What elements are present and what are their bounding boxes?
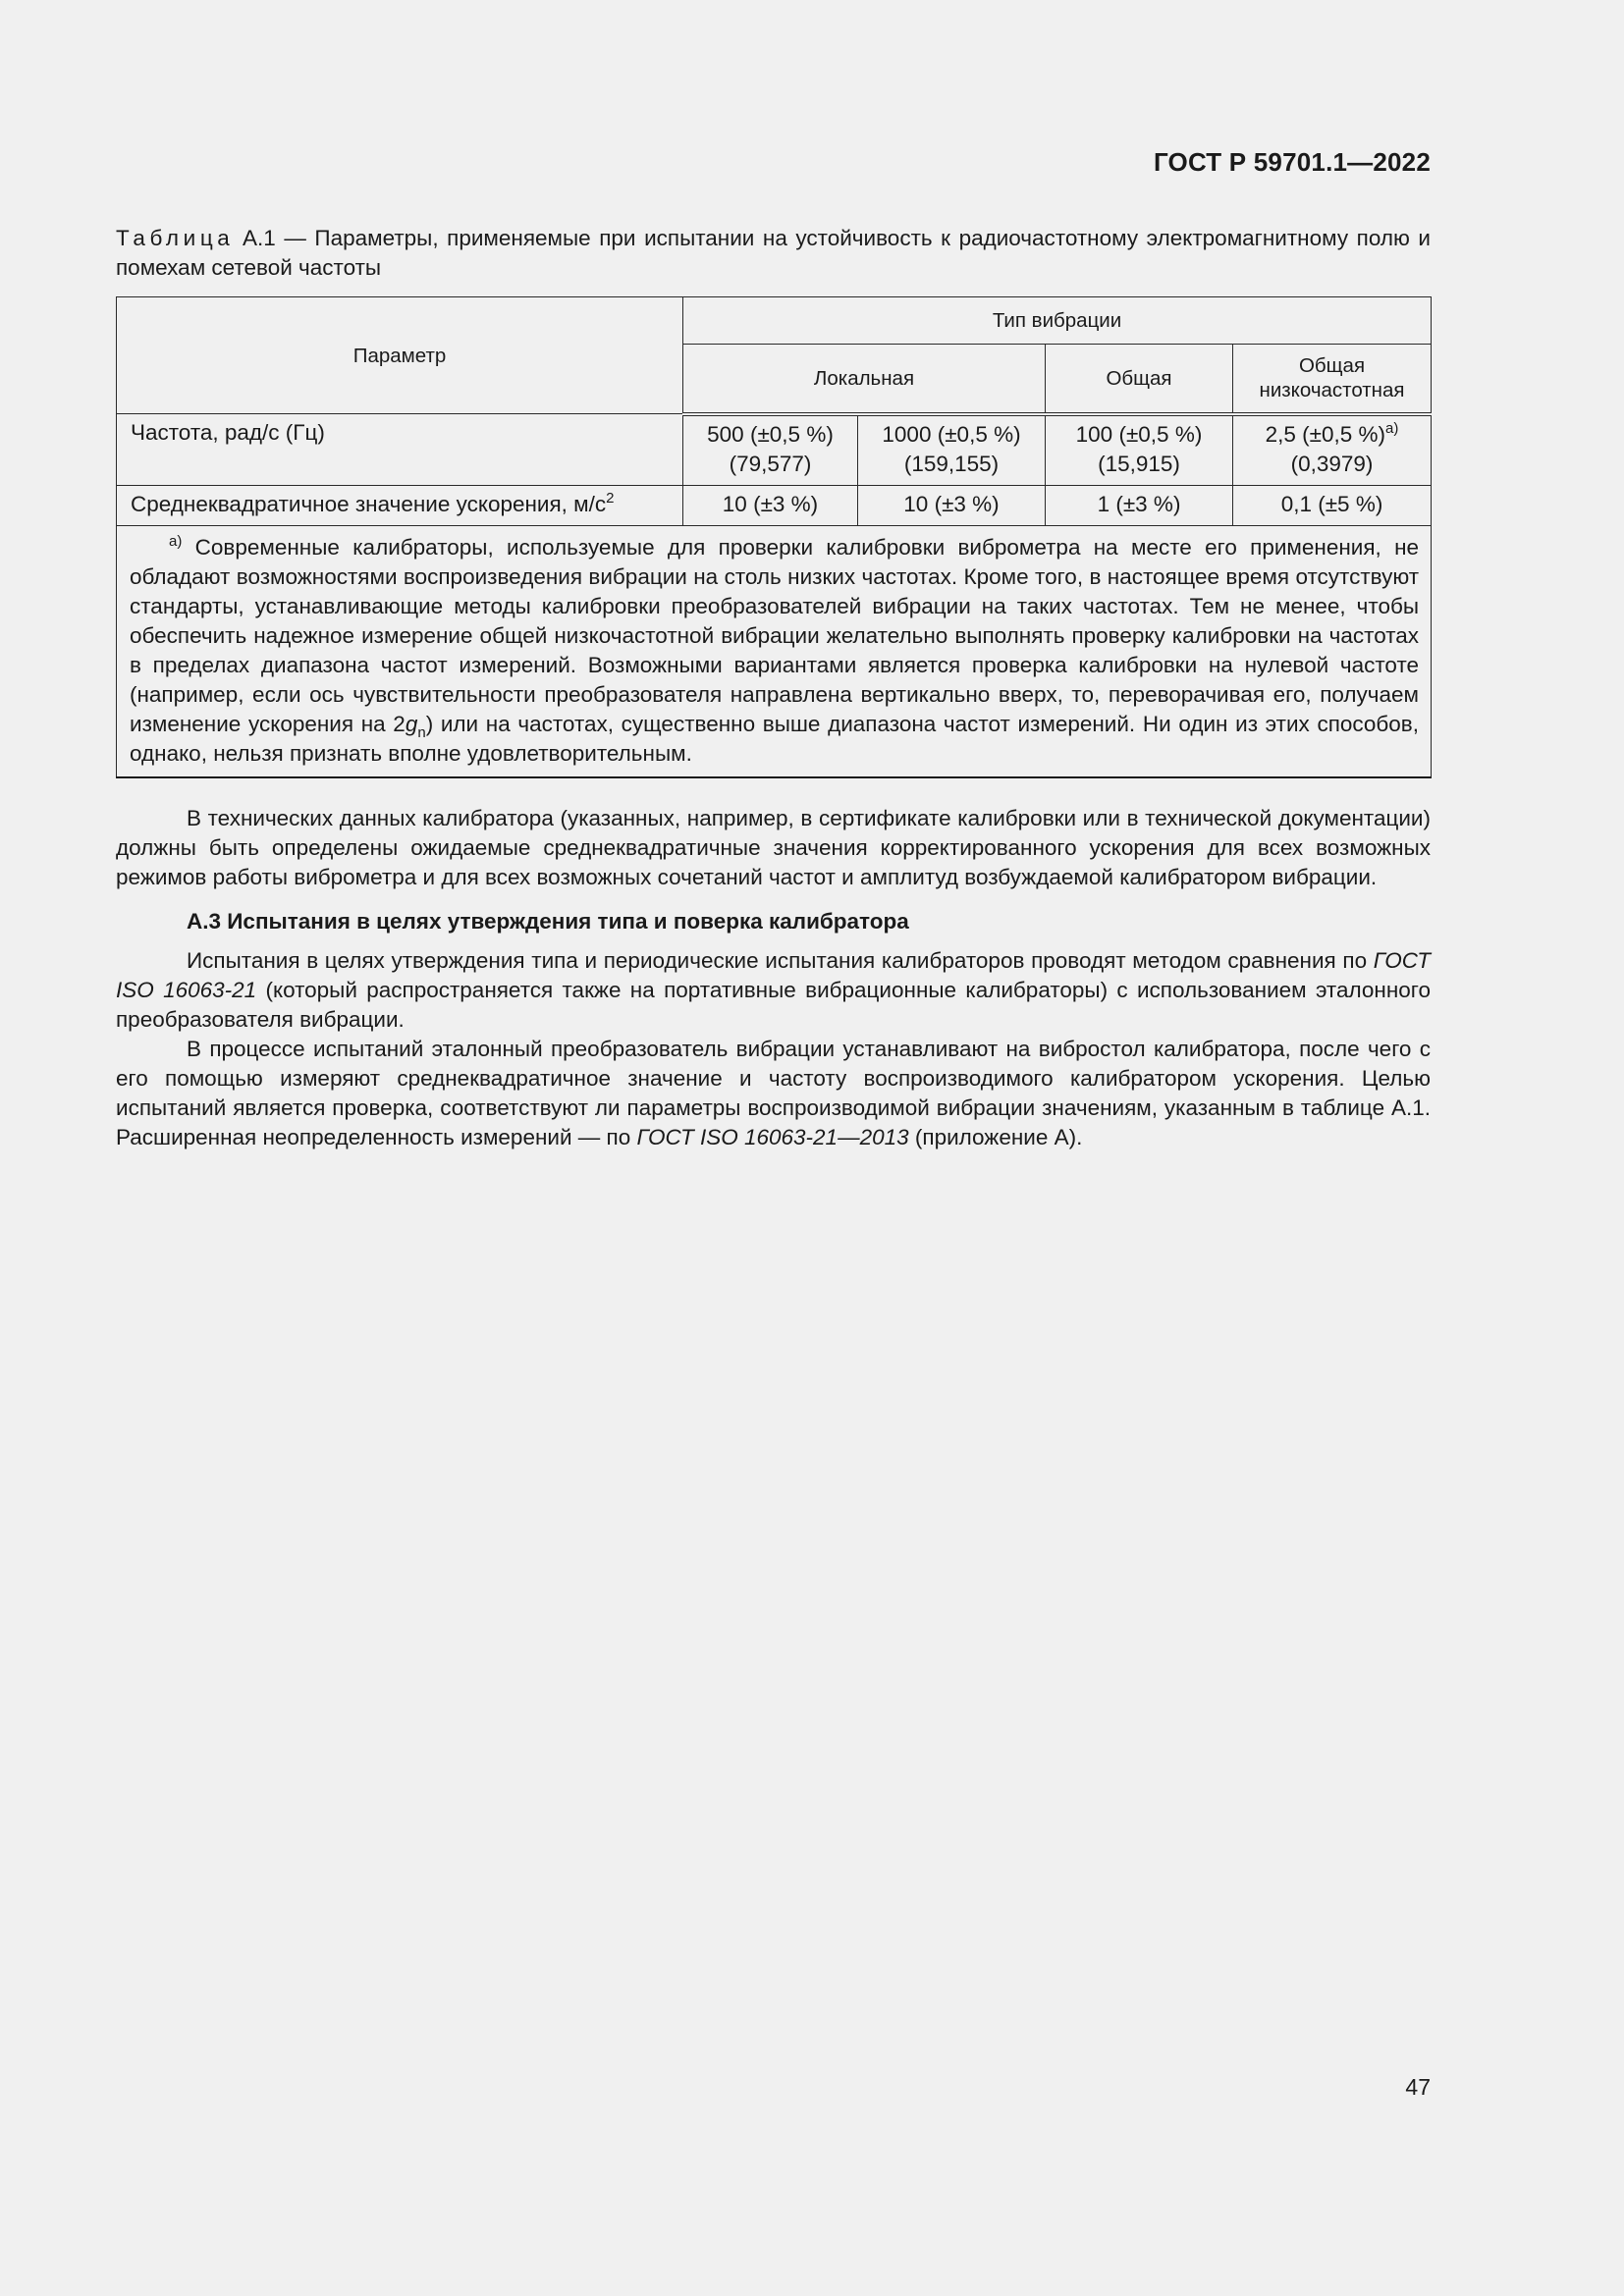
row-label-frequency: [117, 414, 683, 486]
parameters-table: [116, 296, 1432, 778]
value-cell: [1233, 414, 1432, 486]
value-main: 2,5 (±0,5 %): [1265, 421, 1386, 447]
value-cell: 10 (±3 %): [683, 485, 858, 525]
value-cell: 10 (±3 %): [858, 485, 1046, 525]
value-main-with-note: [1233, 420, 1431, 450]
value-hz: (15,915): [1098, 451, 1180, 476]
paragraph-calibrator-data: В технических данных калибратора (указанных, например, в сертификате калибровки или в технической документации) должны быть определены ожидаемые среднеквадратичные значения корректированного ускорения для всех возможных режимов работы виброметра и для всех возможных сочетаний частот и амплитуд возбуждаемой калибратором вибрации.: [116, 805, 1431, 889]
table-caption-word: Таблица: [116, 226, 235, 250]
gravity-subscript: n: [417, 723, 426, 741]
footnote-text-before: Современные калибраторы, используемые для проверки калибровки виброметра на месте его применения, не обладают возможностями воспроизведения вибрации на столь низких частотах. Кроме того, в настоящее время отсутствуют стандарты, устанавливающие методы калибровки преобразователей вибрации на таких частотах. Тем не менее, чтобы обеспечить надежное измерение общей низкочастотной вибрации желательно выполнять проверку калибровки на частотах в пределах диапазона частот измерений. Возможными вариантами является проверка калибровки на нулевой частоте (например, если ось чувствительности преобразователя направлена вертикально вверх, то, переворачивая его, получаем изменение ускорения на 2: [130, 534, 1420, 736]
row-label-rms: [117, 485, 683, 525]
unit-exponent: 2: [606, 489, 615, 507]
table-footnote: [117, 525, 1432, 777]
value-main: 100 (±0,5 %): [1075, 421, 1203, 447]
page-number: 47: [1405, 2074, 1431, 2100]
paragraph-text: Испытания в целях утверждения типа и периодические испытания калибраторов проводят методом сравнения по: [187, 947, 1374, 973]
paragraph-text: (приложение А).: [908, 1124, 1083, 1149]
paragraph-type-approval: [116, 946, 1431, 1035]
table-row: [117, 414, 1432, 486]
value-hz: (79,577): [729, 451, 812, 476]
footnote-mark: а): [169, 532, 183, 550]
paragraph-test-procedure: [116, 1035, 1431, 1152]
value-cell: [858, 414, 1046, 486]
header-local: Локальная: [683, 345, 1046, 414]
value-main: 1000 (±0,5 %): [882, 421, 1021, 447]
table-caption-text: А.1 — Параметры, применяемые при испытании на устойчивость к радиочастотному электромагнитному полю и помехам сетевой частоты: [116, 226, 1431, 280]
footnote-text-after: ) или на частотах, существенно выше диапазона частот измерений. Ни один из этих способов, однако, нельзя признать вполне удовлетворительным.: [130, 711, 1420, 766]
value-main: 500 (±0,5 %): [707, 421, 834, 447]
value-cell: 1 (±3 %): [1046, 485, 1233, 525]
row-label-text: Частота, рад/с (Гц): [131, 420, 325, 445]
paragraph-text: В процессе испытаний эталонный преобразователь вибрации устанавливают на вибростол калибратора, после чего с его помощью измеряют среднеквадратичное значение и частоту воспроизводимого калибратором ускорения. Целью испытаний является проверка, соответствуют ли параметры воспроизводимой вибрации значениям, указанным в таблице А.1. Расширенная неопределенность измерений — по: [116, 1036, 1431, 1149]
section-title-a3: А.3 Испытания в целях утверждения типа и поверка калибратора: [187, 908, 909, 934]
value-hz: (0,3979): [1290, 451, 1374, 476]
header-general-low-freq: Общая низкочастотная: [1233, 345, 1432, 414]
value-hz: (159,155): [903, 451, 1000, 476]
table-caption: [116, 224, 1431, 283]
table-footnote-row: [117, 525, 1432, 777]
gravity-symbol: g: [405, 711, 418, 736]
paragraph-text: (который распространяется также на портативные вибрационные калибраторы) с использованием эталонного преобразователя вибрации.: [116, 977, 1431, 1032]
value-cell: 0,1 (±5 %): [1233, 485, 1432, 525]
header-general: Общая: [1046, 345, 1233, 414]
value-cell: [683, 414, 858, 486]
row-label-text: Среднеквадратичное значение ускорения, м/с: [131, 491, 607, 516]
footnote-ref: а): [1385, 419, 1399, 437]
header-parameter: Параметр: [117, 297, 683, 414]
table-row: [117, 485, 1432, 525]
standard-reference: ГОСТ ISO 16063-21: [116, 947, 1431, 1002]
header-vibration-type: Тип вибрации: [683, 297, 1432, 345]
value-cell: [1046, 414, 1233, 486]
standard-reference: ГОСТ ISO 16063-21—2013: [636, 1124, 909, 1149]
page-content: [116, 224, 1431, 1152]
standard-header: ГОСТ Р 59701.1—2022: [1153, 147, 1431, 177]
